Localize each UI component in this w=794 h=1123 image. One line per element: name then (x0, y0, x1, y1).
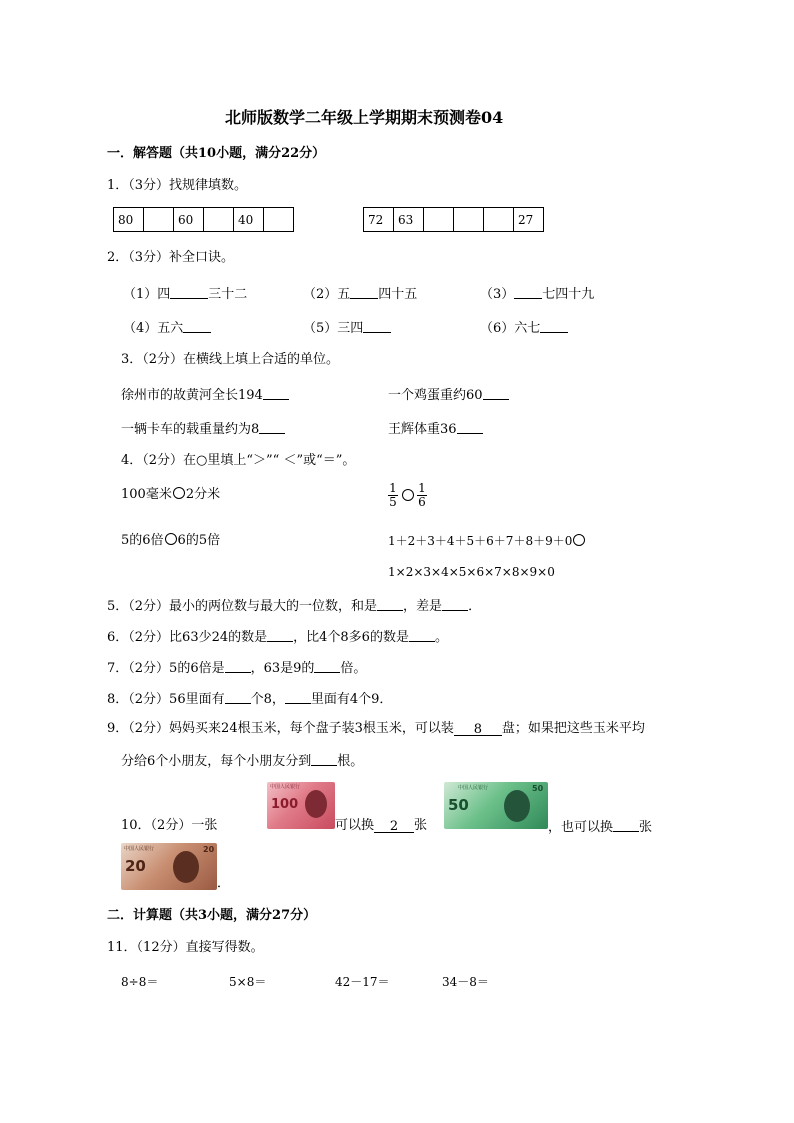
q2-item-text: （5）三四 (303, 321, 364, 336)
q8-text: 里面有4个9． (310, 692, 393, 707)
q6-text: 6．（2分）比63少24的数是 (107, 630, 268, 645)
question-10-end: ． (217, 876, 231, 891)
q3-item-2 (388, 386, 509, 404)
answer-blank[interactable] (170, 285, 208, 299)
q10-text: 张 (414, 818, 428, 833)
question-6 (107, 628, 448, 646)
sequence-cell[interactable] (204, 208, 234, 232)
q2-item-text: （6）六七 (480, 321, 541, 336)
fraction-1-6 (417, 482, 427, 509)
q6-text: 。 (434, 630, 448, 645)
answer-blank[interactable]: 2 (374, 819, 414, 833)
answer-blank[interactable] (314, 659, 340, 673)
sequence-cell: 63 (394, 208, 424, 232)
fraction-numerator: 1 (389, 481, 397, 495)
q10-text: 可以换 (335, 818, 375, 833)
portrait-icon (504, 790, 530, 822)
q10-text: ，也可以换 (548, 820, 614, 835)
banknote-50-image (444, 782, 548, 829)
sequence-cell[interactable] (264, 208, 294, 232)
section-heading-1: 一．解答题（共10小题，满分22分） (107, 146, 326, 161)
q2-item-4 (123, 319, 211, 337)
answer-blank[interactable] (613, 818, 639, 832)
answer-blank[interactable] (263, 386, 289, 400)
q3-item-text: 一个鸡蛋重约60 (388, 388, 483, 403)
sequence-table-2 (363, 207, 544, 232)
answer-blank[interactable] (225, 690, 251, 704)
q4-compare-d-top (388, 533, 586, 549)
q5-text: ，差是 (403, 599, 443, 614)
question-11-prompt: 11．（12分）直接写得数。 (107, 940, 264, 955)
answer-blank[interactable] (267, 628, 293, 642)
sequence-cell: 72 (364, 208, 394, 232)
question-3-prompt: 3．（2分）在横线上填上合适的单位。 (121, 352, 340, 367)
q9-text: 盘；如果把这些玉米平均 (501, 721, 645, 736)
answer-blank[interactable] (225, 659, 251, 673)
question-1-prompt: 1．（3分）找规律填数。 (107, 178, 248, 193)
question-10-tail (548, 818, 652, 836)
q4-compare-c (121, 533, 220, 549)
answer-blank[interactable] (259, 420, 285, 434)
banknote-20-image (121, 843, 217, 890)
calc-item: 34－8＝ (442, 975, 489, 989)
sequence-cell[interactable] (144, 208, 174, 232)
compare-circle[interactable] (165, 533, 177, 545)
page-title: 北师版数学二年级上学期期末预测卷04 (225, 108, 504, 127)
q4-expression: 1＋2＋3＋4＋5＋6＋7＋8＋9＋0 (388, 534, 573, 548)
q2-item-5 (303, 319, 391, 337)
q4-compare-a (121, 487, 220, 503)
calc-item: 5×8＝ (229, 975, 267, 989)
sequence-cell: 80 (114, 208, 144, 232)
answer-blank[interactable] (457, 420, 483, 434)
q4-left: 100毫米 (121, 487, 172, 502)
question-9-line-1 (107, 721, 645, 737)
compare-circle[interactable] (402, 489, 414, 501)
q5-text: ． (468, 599, 482, 614)
fraction-denominator: 5 (389, 495, 397, 509)
q10-text: 张 (639, 820, 653, 835)
q7-text: 7．（2分）5的6倍是 (107, 661, 225, 676)
q2-item-text: 七四十九 (542, 287, 595, 302)
portrait-icon (305, 790, 327, 818)
compare-circle[interactable] (573, 534, 585, 546)
answer-blank[interactable] (483, 386, 509, 400)
q2-item-text: 三十二 (208, 287, 248, 302)
q4-compare-d-bottom: 1×2×3×4×5×6×7×8×9×0 (388, 565, 555, 579)
calc-item: 8÷8＝ (121, 975, 159, 989)
fraction-1-5 (388, 482, 398, 509)
answer-blank[interactable] (540, 319, 568, 333)
q2-item-text: （4）五六 (123, 321, 184, 336)
sequence-cell: 27 (514, 208, 544, 232)
section-heading-2: 二．计算题（共3小题，满分27分） (107, 908, 317, 923)
answer-blank[interactable] (409, 628, 435, 642)
q9-text: 9．（2分）妈妈买来24根玉米，每个盘子装3根玉米，可以装 (107, 721, 454, 736)
q2-item-1 (123, 285, 247, 303)
q2-item-text: （1）四 (123, 287, 171, 302)
q3-item-3 (121, 420, 285, 438)
sequence-cell: 60 (174, 208, 204, 232)
q2-item-text: （2）五 (303, 287, 351, 302)
q9-text: 根。 (337, 754, 364, 769)
answer-blank[interactable] (442, 597, 468, 611)
answer-blank[interactable] (514, 285, 542, 299)
q4-right: 2分米 (185, 487, 221, 502)
q2-item-6 (480, 319, 568, 337)
banknote-header: 中国人民银行 (458, 785, 489, 791)
q8-text: 8．（2分）56里面有 (107, 692, 225, 707)
q3-item-1 (121, 386, 289, 404)
banknote-header: 中国人民银行 (124, 846, 155, 852)
question-5 (107, 597, 481, 615)
sequence-table-1 (113, 207, 294, 232)
question-10-mid (335, 818, 427, 834)
question-7 (107, 659, 366, 677)
question-9-line-2 (121, 752, 363, 770)
q3-item-text: 一辆卡车的载重量约为8 (121, 422, 260, 437)
fraction-denominator: 6 (418, 495, 426, 509)
q8-text: 个8， (250, 692, 285, 707)
q7-text: 倍。 (340, 661, 367, 676)
q9-text: 分给6个小朋友，每个小朋友分到 (121, 754, 312, 769)
q7-text: ，63是9的 (250, 661, 315, 676)
banknote-value: 100 (271, 797, 299, 812)
q3-item-text: 徐州市的故黄河全长194 (121, 388, 263, 403)
answer-blank[interactable] (311, 752, 337, 766)
question-4-prompt: 4．（2分）在○里填上“＞”“ ＜”或“＝”。 (121, 453, 356, 468)
sequence-cell[interactable] (454, 208, 484, 232)
q4-right: 6的5倍 (177, 533, 221, 548)
q2-item-text: （3） (480, 287, 515, 302)
sequence-cell: 40 (234, 208, 264, 232)
banknote-value: 50 (448, 796, 469, 814)
sequence-cell[interactable] (484, 208, 514, 232)
q3-item-4 (388, 420, 483, 438)
answer-blank[interactable]: 8 (454, 722, 502, 736)
q3-item-text: 王辉体重36 (388, 422, 457, 437)
fraction-numerator: 1 (418, 481, 426, 495)
banknote-header: 中国人民银行 (270, 784, 301, 790)
compare-circle[interactable] (173, 487, 185, 499)
answer-blank[interactable] (377, 597, 403, 611)
banknote-corner-value: 50 (532, 784, 544, 793)
portrait-icon (173, 851, 199, 883)
banknote-corner-value: 20 (203, 845, 215, 854)
sequence-cell[interactable] (424, 208, 454, 232)
q6-text: ，比4个8多6的数是 (293, 630, 409, 645)
calc-item: 42－17＝ (335, 975, 390, 989)
question-2-prompt: 2．（3分）补全口诀。 (107, 250, 235, 265)
q2-item-text: 四十五 (378, 287, 418, 302)
q2-item-2 (303, 285, 417, 303)
q5-text: 5．（2分）最小的两位数与最大的一位数，和是 (107, 599, 378, 614)
answer-blank[interactable] (285, 690, 311, 704)
banknote-100-image (267, 782, 335, 829)
q2-item-3 (480, 285, 594, 303)
banknote-value: 20 (125, 857, 146, 875)
answer-blank[interactable] (363, 319, 391, 333)
q4-left: 5的6倍 (121, 533, 164, 548)
question-10-intro: 10．（2分）一张 (121, 818, 218, 833)
answer-blank[interactable] (350, 285, 378, 299)
answer-blank[interactable] (183, 319, 211, 333)
q4-b-circle-wrap (401, 489, 415, 505)
question-8 (107, 690, 392, 708)
